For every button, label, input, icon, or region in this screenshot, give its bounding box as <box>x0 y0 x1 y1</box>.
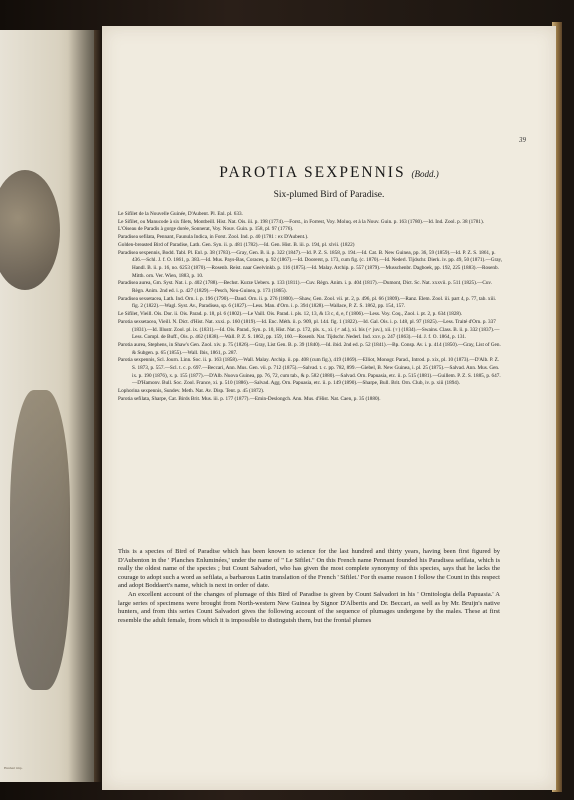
body-paragraph: This is a species of Bird of Paradise which has been known to science for the last hundred and thirty years, having been first figured by D'Aubenton in the ' Planches Enluminées,' under the name of " Le Sifilet." On this French name Pennant founded his Paradisea sefilata, which is really the oldest name of the species ; but Count Salvadori, who has given the most complete synonymy of this species, says that he lacks the courage to adopt such a word as sefilata, a barbarous Latin translation of the French ' Sifilet.' For th esame reason I follow the Count in this respect and adopt Boddaert's name, which is next in order of date. <box>118 548 500 590</box>
page-title <box>102 164 556 182</box>
synonymy-entry: Lophorina sexpennis, Sundev. Meth. Nat. Av. Disp. Tent. p. 45 (1872). <box>118 388 265 395</box>
synonymy-entry: Paradisea sexsetacea, Lath. Ind. Orn. i. p. 196 (1790).—Daud. Orn. ii. p. 276 (1800).—Shaw, Gen. Zool. vii. pt. 2, p. 496, pl. 66 (1809).—Ranz. Elem. Zool. iii. part 4, p. 77, tab. xiii. fig. 2 (1822).—Wagl. Syst. Av., Paradisea, sp. 6 (1827).—Less. Man. d'Orn. i. p. 394 (1828).—Wallace, P. Z. S. 1862, pp. 154, 157. <box>118 295 497 310</box>
body-paragraph: An excellent account of the changes of plumage of this Bird of Paradise is given by Count Salvadori in his ' Ornitologia della Papuasia.' A large series of specimens were brought from North-western New Guinea by Signor D'Albertis and Dr. Beccari, as well as by Mr. Bruijn's native hunters, and from this series Count Salvadori gives the following account of the sequence of plumages undergone by the males. These at first resemble the adult female, from which it is impossible to distinguish them, but the frontal plumes <box>118 590 500 624</box>
title-author: (Bodd.) <box>411 169 439 179</box>
bird-illustration-upper <box>0 170 60 290</box>
synonymy-entry: Paradisea aurea, Gm. Syst. Nat. i. p. 402 (1788).—Bechst. Kurze Uebers. p. 133 (1811).—Cuv. Règn. Anim. i. p. 404 (1817).—Dumont, Dict. Sc. Nat. xxxvii. p. 511 (1825).—Cuv. Règn. Anim. 2nd ed. i. p. 427 (1829).—Pesch, Neu-Guinea, p. 173 (1865). <box>118 280 492 295</box>
synonymy-entry: Parotia sexpennis, Scl. Journ. Linn. Soc. ii. p. 163 (1858).—Wall. Malay. Archip. ii. pp. 408 (cum fig.), 419 (1869).—Elliot, Monogr. Parad., Introd. p. xix, pl. 10 (1873).—D'Alb. P. Z. S. 1873, p. 557.—Scl. t. c. p. 697.—Beccari, Ann. Mus. Gen. vii. p. 712 (1875).—Salvad. t. c. pp. 782, 899.—Giebel, B. New Guinea, i. pl. 25 (1875).—Salvad. Ann. Mus. Gen. ix. p. 190 (1876), x. p. 155 (1877).—D'Alb. Nuova Guinea, pp. 76, 72, cum tab., & p. 582 (1880).—Salvad. Orn. Papuasia, etc. ii. p. 515 (1881).—Guillem. P. Z. S. 1885, p. 647.—D'Hamonv. Bull. Soc. Zool. France, xi. p. 510 (1886).—Salvad. Agg. Orn. Papuasia, etc. ii. p. 149 (1890).—Sharpe, Bull. Brit. Orn. Club, iv. p. xiii (1894). <box>118 357 501 387</box>
synonymy-entry: Le Sifilet, Vieill. Ois. Dor. ii. Ois. Parad. p. 18, pl. 6 (1802).—Le Vaill. Ois. Parad. i. pls. 12, 13, & 13 c, d, e, f (1806).—Less. Voy. Coq., Zool. i. pt. 2, p. 634 (1828). <box>118 311 463 318</box>
synonymy-entry: Le Sifilet, ou Manucode à six filets, Montbeill. Hist. Nat. Ois. iii. p. 198 (1774).—Forst., in Forrest, Voy. Moluq. et à la Nouv. Guin. p. 163 (1780).—Id. Ind. Zool. p. 38 (1781). <box>118 218 484 225</box>
synonymy-entry: L'Oiseau de Paradis à gorge dorée, Sonnerat, Voy. Nouv. Guin. p. 158, pl. 97 (1776). <box>118 226 294 233</box>
page-subtitle: Six-plumed Bird of Paradise. <box>273 190 385 200</box>
page-number: 39 <box>519 136 526 144</box>
synonymy-entry: Parotia sexsetacea, Vieill. N. Dict. d'Hist. Nat. xxxi. p. 160 (1819).—Id. Enc. Méth. ii. p. 909, pl. 144. fig. 1 (1822).—Id. Gal. Ois. i. p. 148, pl. 97 (1825).—Less. Traité d'Orn. p. 337 (1831).—Id. Illustr. Zool. pl. ix. (1831).—Id. Ois. Parad., Syn. p. 10, Hist. Nat. p. 172, pls. x., xi. (♂ ad.), xi. bis (♂ juv.), xii. (♀) (1834).—Swains. Class. B. ii. p. 332 (1837).—Less. Compl. de Buff., Ois. p. 462 (1838).—Wall. P. Z. S. 1862, pp. 159, 160.—Rosenb. Nat. Tijdschr. Nederl. Ind. xxv. p. 247 (1863).—Id. J. f. O. 1864, p. 131. <box>118 318 500 341</box>
plate-caption: Hanhart imp. <box>4 766 23 770</box>
synonymy-entry: Golden-breasted Bird of Paradise, Lath. Gen. Syn. ii. p. 481 (1782).—Id. Gen. Hist. B. iii. p. 194, pl. xlvii. (1822) <box>118 241 355 248</box>
body-text <box>118 548 500 625</box>
synonymy-entry: Paradisea sefilata, Pennant, Faunula Indica, in Forst. Zool. Ind. p. 40 (1781 : ex D'Aubent.). <box>118 234 309 241</box>
synonymy-list <box>118 211 504 404</box>
synonymy-entry: Parotia aurea, Stephens, in Shaw's Gen. Zool. xiv. p. 75 (1826).—Gray, List Gen. B. p. 39 (1840).—Id. ibid. 2nd ed. p. 52 (1841).—Bp. Consp. Av. i. p. 414 (1850).—Gray, List of Gen. & Subgen. p. 65 (1855).—Wall. Ibis, 1861, p. 287. <box>118 341 501 356</box>
synonymy-entry: Parotia sefilata, Sharpe, Cat. Birds Brit. Mus. iii. p. 177 (1877).—Emin-Deslongch. Ann. Mus. d'Hist. Nat. Caen, p. 35 (1880). <box>118 395 381 402</box>
synonymy-entry: Le Sifilet de la Nouvelle Guinée, D'Aubent. Pl. Enl. pl. 633. <box>118 211 243 217</box>
synonymy-entry: Paradisea sexpennis, Bodd. Tabl. Pl. Enl. p. 38 (1783).—Gray, Gen. B. ii. p. 322 (1847).—Id. P. Z. S. 1858, p. 194.—Id. Cat. B. New Guinea, pp. 36, 59 (1859).—Id. P. Z. S. 1861, p. 436.—Schl. J. f. O. 1861, p. 383.—Id. Mus. Pays-Bas, Coraces, p. 92 (1867).—Id. Doorerst, p. 173, cum fig. (c. 1870).—Id. Nederl. Tijdschr. Dierk. iv. pp. 49, 50 (1871).—Gray, Handl. B. ii. p. 16, no. 6253 (1870).—Rosenb. Reist. naar Geelvinkb. p. 116 (1875).—Id. Malay. Archip. p. 557 (1879).—Musschenbr. Dagboek, pp. 192, 225 (1883).—Rosenb. Mitth. orn. Ver. Wien, 1883, p. 10. <box>118 249 503 279</box>
bird-illustration-lower <box>10 390 70 690</box>
title-genus-species: PAROTIA SEXPENNIS <box>219 164 406 181</box>
right-page <box>102 26 556 790</box>
left-plate-image <box>0 30 98 782</box>
